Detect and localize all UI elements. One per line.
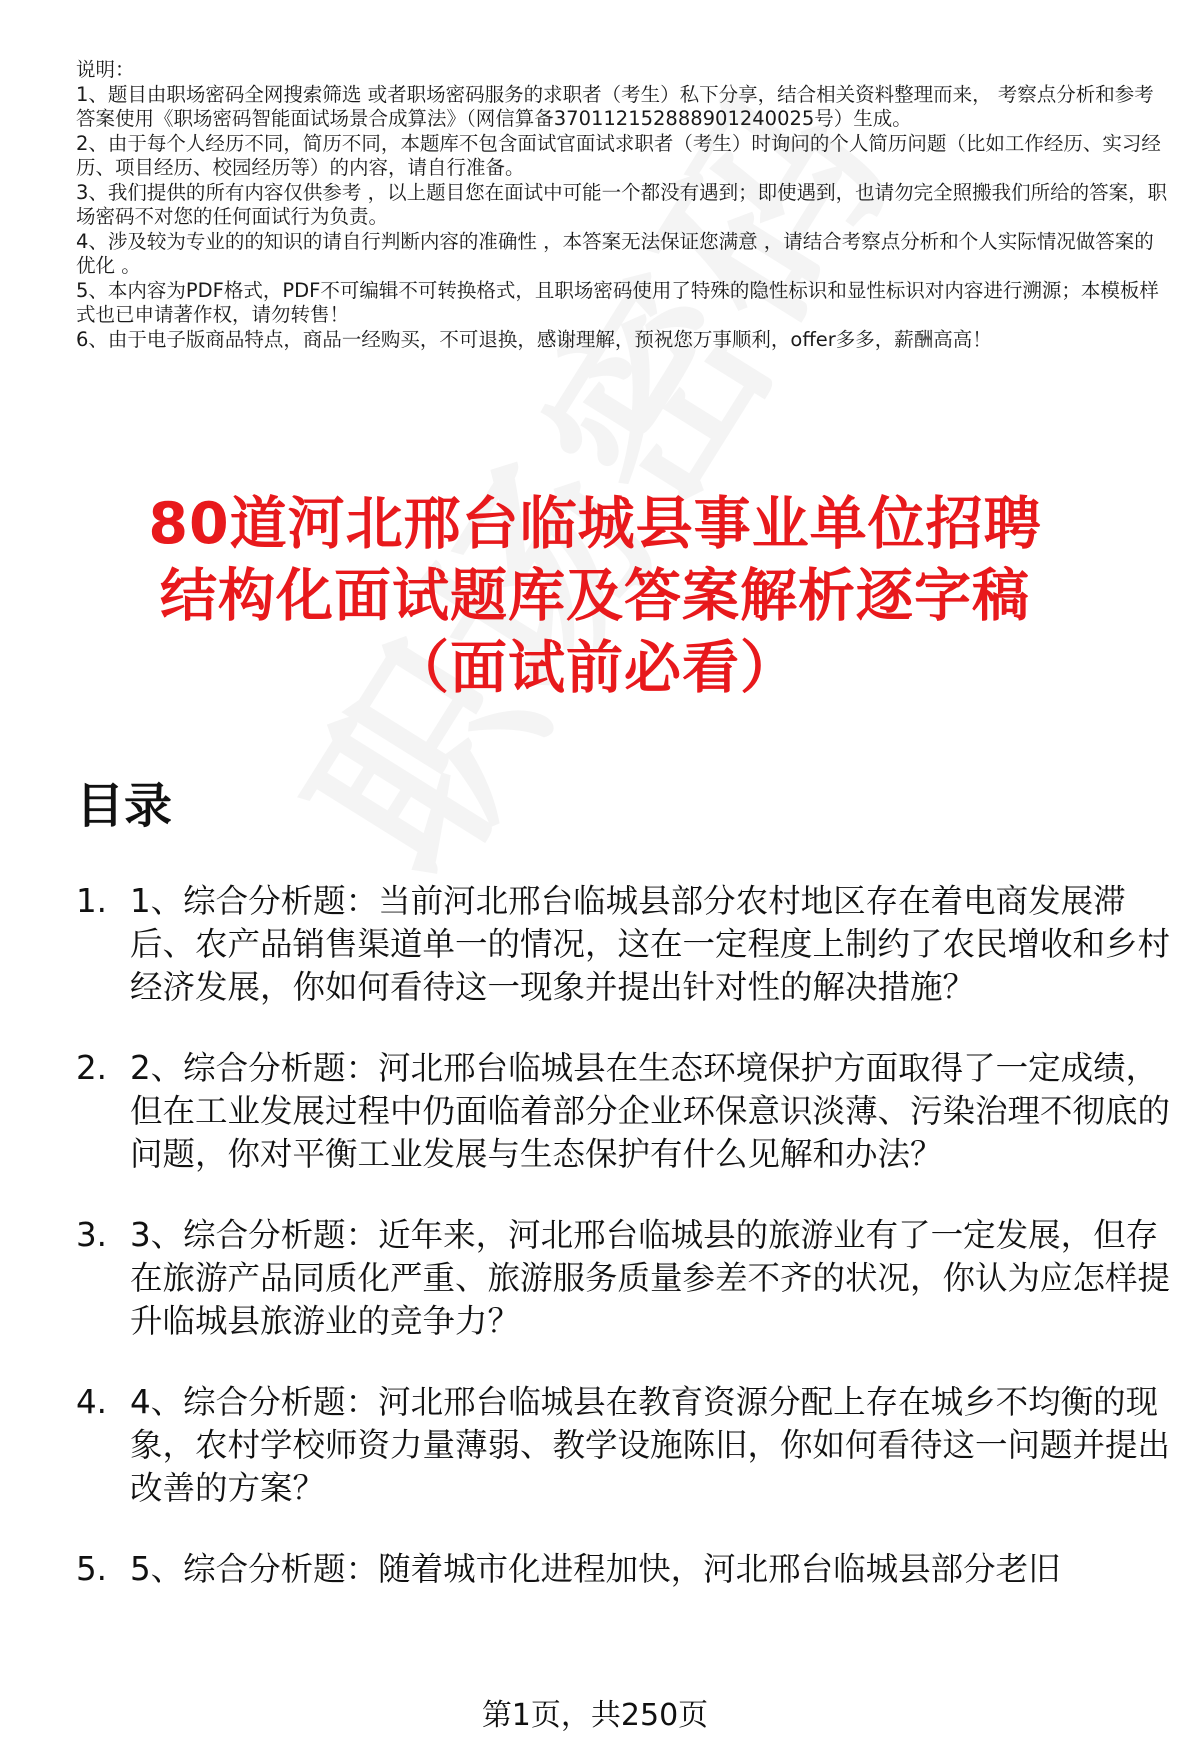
notice-item-5: 5、本内容为PDF格式，PDF不可编辑不可转换格式，且职场密码使用了特殊的隐性标识和显性标识对内容进行溯源；本模板样式也已申请著作权，请勿转售！ bbox=[76, 278, 1159, 326]
title-line-3: （面试前必看） bbox=[392, 635, 798, 701]
notice-item-2: 2、由于每个人经历不同，简历不同，本题库不包含面试官面试求职者（考生）时询问的个人简历问题（比如工作经历、实习经历、项目经历、校园经历等）的内容，请自行准备。 bbox=[76, 131, 1161, 179]
notice-block bbox=[76, 58, 1168, 352]
table-of-contents bbox=[76, 880, 1176, 1629]
toc-item-number: 2. bbox=[76, 1049, 108, 1087]
toc-item-text: 5、综合分析题：随着城市化进程加快，河北邢台临城县部分老旧 bbox=[130, 1550, 1061, 1588]
notice-item-4: 4、涉及较为专业的的知识的请自行判断内容的准确性 ，本答案无法保证您满意 ，请结合考察点分析和个人实际情况做答案的优化 。 bbox=[76, 229, 1154, 277]
toc-item[interactable] bbox=[76, 1548, 1176, 1591]
title-line-1: 80道河北邢台临城县事业单位招聘 bbox=[148, 491, 1042, 557]
toc-item[interactable] bbox=[76, 1047, 1176, 1176]
toc-item-text: 1、综合分析题：当前河北邢台临城县部分农村地区存在着电商发展滞后、农产品销售渠道单一的情况，这在一定程度上制约了农民增收和乡村经济发展，你如何看待这一现象并提出针对性的解决措施？ bbox=[130, 882, 1171, 1006]
toc-item[interactable] bbox=[76, 1381, 1176, 1510]
toc-item-number: 4. bbox=[76, 1383, 108, 1421]
notice-item-6: 6、由于电子版商品特点，商品一经购买，不可退换，感谢理解，预祝您万事顺利，offer多多，薪酬高高！ bbox=[76, 327, 992, 351]
toc-item[interactable] bbox=[76, 880, 1176, 1009]
toc-item-text: 3、综合分析题：近年来，河北邢台临城县的旅游业有了一定发展，但存在旅游产品同质化严重、旅游服务质量参差不齐的状况，你认为应怎样提升临城县旅游业的竞争力？ bbox=[130, 1216, 1171, 1340]
notice-item-3: 3、我们提供的所有内容仅供参考 ，以上题目您在面试中可能一个都没有遇到；即使遇到，也请勿完全照搬我们所给的答案，职场密码不对您的任何面试行为负责。 bbox=[76, 180, 1168, 228]
toc-item-text: 4、综合分析题：河北邢台临城县在教育资源分配上存在城乡不均衡的现象，农村学校师资力量薄弱、教学设施陈旧，你如何看待这一问题并提出改善的方案？ bbox=[130, 1383, 1171, 1507]
toc-item-text: 2、综合分析题：河北邢台临城县在生态环境保护方面取得了一定成绩，但在工业发展过程中仍面临着部分企业环保意识淡薄、污染治理不彻底的问题，你对平衡工业发展与生态保护有什么见解和办法？ bbox=[130, 1049, 1171, 1173]
document-title bbox=[60, 488, 1130, 704]
notice-heading: 说明： bbox=[76, 58, 135, 81]
page-footer: 第1页，共250页 bbox=[481, 1698, 709, 1733]
notice-item-1: 1、题目由职场密码全网搜索筛选 或者职场密码服务的求职者（考生）私下分享，结合相关资料整理而来， 考察点分析和参考答案使用《职场密码智能面试场景合成算法》（网信算备370112152888901240025号）生成。 bbox=[76, 82, 1154, 130]
title-line-2: 结构化面试题库及答案解析逐字稿 bbox=[160, 563, 1030, 629]
toc-item-number: 1. bbox=[76, 882, 108, 920]
toc-item-number: 3. bbox=[76, 1216, 108, 1254]
toc-item[interactable] bbox=[76, 1214, 1176, 1343]
toc-heading: 目录 bbox=[76, 778, 173, 834]
toc-item-number: 5. bbox=[76, 1550, 108, 1588]
